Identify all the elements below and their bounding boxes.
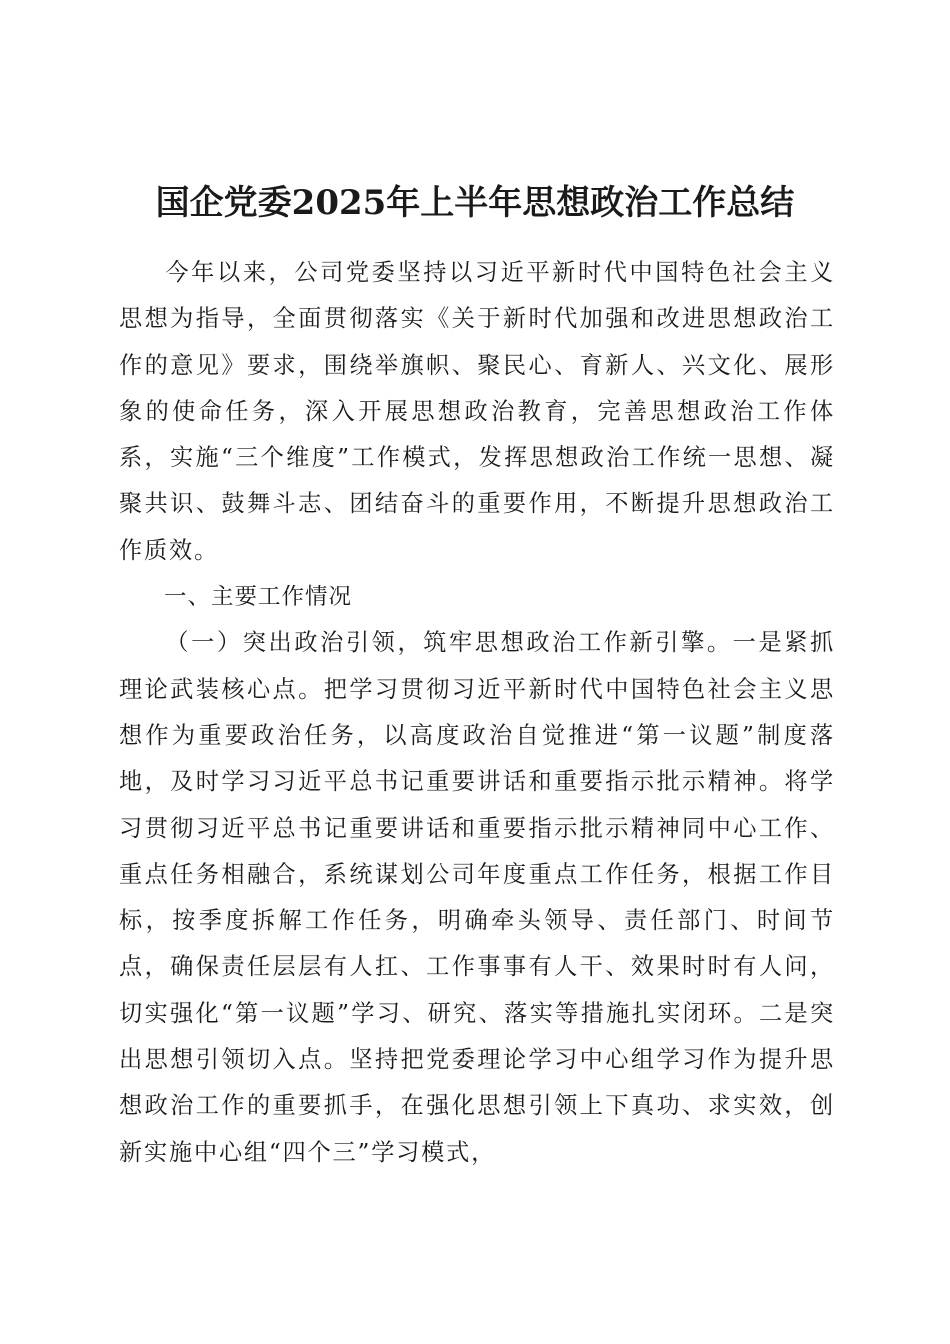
intro-paragraph: 今年以来，公司党委坚持以习近平新时代中国特色社会主义思想为指导，全面贯彻落实《关于新时代加强和改进思想政治工作的意见》要求，围绕举旗帜、聚民心、育新人、兴文化、展形象的使命任务，深入开展思想政治教育，完善思想政治工作体系，实施“三个维度”工作模式，发挥思想政治工作统一思想、凝聚共识、鼓舞斗志、团结奋斗的重要作用，不断提升思想政治工作质效。 [119,259,835,564]
document-title: 国企党委2025年上半年思想政治工作总结 [155,183,795,223]
section-paragraph: （一）突出政治引领，筑牢思想政治工作新引擎。一是紧抓理论武装核心点。把学习贯彻习近平新时代中国特色社会主义思想作为重要政治任务，以高度政治自觉推进“第一议题”制度落地，及时学习习近平总书记重要讲话和重要指示批示精神。将学习贯彻习近平总书记重要讲话和重要指示批示精神同中心工作、重点任务相融合，系统谋划公司年度重点工作任务，根据工作目标，按季度拆解工作任务，明确牵头领导、责任部门、时间节点，确保责任层层有人扛、工作事事有人干、效果时时有人问，切实强化“第一议题”学习、研究、落实等措施扎实闭环。二是突出思想引领切入点。坚持把党委理论学习中心组学习作为提升思想政治工作的重要抓手，在强化思想引领上下真功、求实效，创新实施中心组“四个三”学习模式， [119,629,835,1166]
section-heading: 一、主要工作情况 [164,584,353,611]
document-body [119,250,835,1176]
